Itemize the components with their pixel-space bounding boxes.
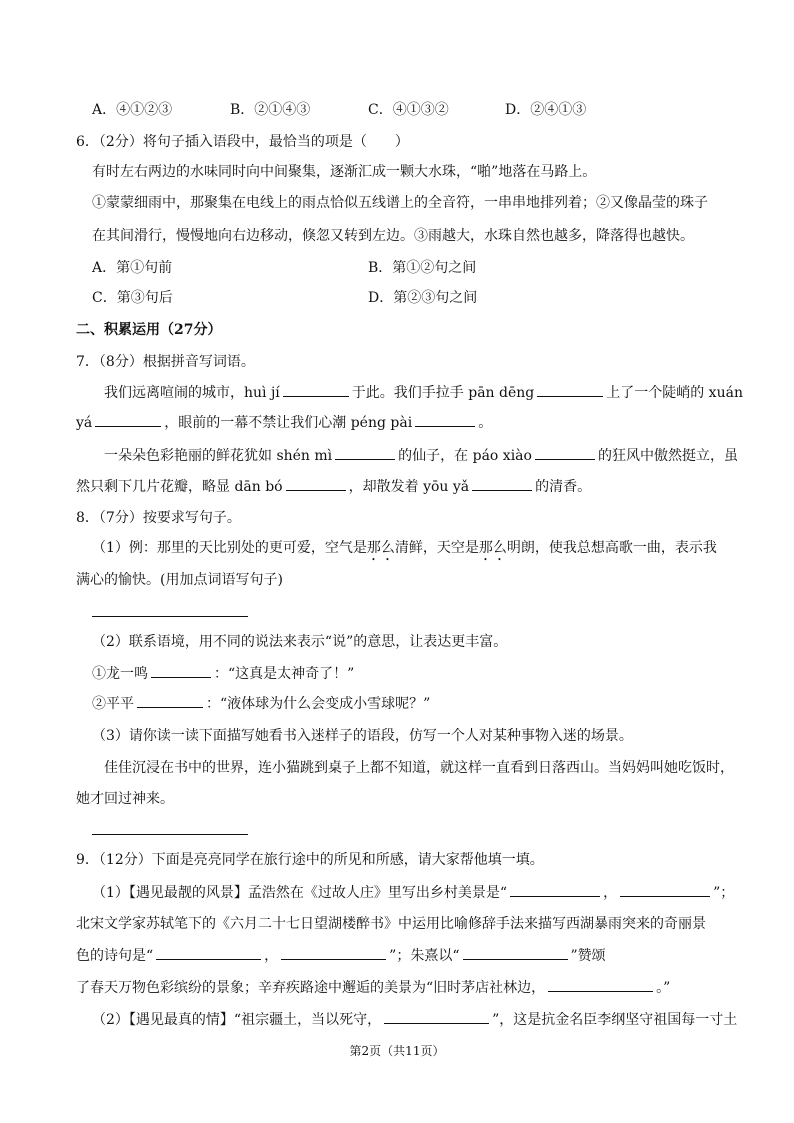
- answer-blank[interactable]: [335, 445, 395, 460]
- answer-blank[interactable]: [281, 945, 386, 960]
- q8-part3: （3）请你读一读下面描写她看书入迷样子的语段，仿写一个人对某种事物入迷的场景。: [92, 728, 633, 744]
- answer-blank[interactable]: [537, 382, 603, 397]
- q8-part1-text-b: 清鲜，天空是: [394, 540, 479, 556]
- answer-blank[interactable]: [151, 663, 211, 678]
- q9-line5-text-a: （2）【遇见最真的情】“祖宗疆土，当以死守，: [92, 1012, 382, 1028]
- q9-line4-text-a: 了春天万物色彩缤纷的景象；辛弃疾路途中邂逅的美景为“旧时茅店社林边，: [76, 980, 546, 996]
- q9-line2: 北宋文学家苏轼笔下的《六月二十七日望湖楼醉书》中运用比喻修辞手法来描写西湖暴雨突来的奇丽景: [76, 916, 706, 932]
- q9-line3-text-b: ，: [264, 948, 279, 964]
- answer-blank[interactable]: [463, 945, 568, 960]
- q8-stem: 8．（7分）按要求写句子。: [76, 510, 241, 526]
- q7-line2-text-b: ，眼前的一幕不禁让我们心潮 péng pài: [164, 415, 413, 431]
- answer-blank[interactable]: [510, 882, 600, 897]
- q8-part2-item2-quote: ：“液体球为什么会变成小雪球呢？”: [206, 696, 431, 712]
- answer-blank[interactable]: [283, 382, 349, 397]
- answer-blank[interactable]: [548, 977, 653, 992]
- answer-blank[interactable]: [286, 476, 346, 491]
- answer-blank[interactable]: [137, 693, 203, 708]
- q6-stem: 6．（2分）将句子插入语段中，最恰当的项是（ ）: [76, 134, 409, 150]
- q6-passage-line2: 在其间滑行，慢慢地向右边移动，倏忽又转到左边。③雨越大，水珠自然也越多，降落得也越快。: [92, 228, 694, 244]
- q7-line4-text-b: ，却散发着 yōu yǎ: [348, 479, 470, 495]
- q8-part1-text-a: （1）例：那里的天比别处的更可爱，空气是: [92, 540, 367, 556]
- q5-option-b: B．②①④③: [230, 102, 311, 118]
- page-footer: 第2页（共11页）: [349, 1044, 445, 1058]
- q9-line1-text-b: ，: [603, 885, 618, 901]
- q7-line4-text-a: 然只剩下几片花瓣，略显 dān bó: [76, 479, 283, 495]
- q7-line2: [76, 412, 492, 433]
- q8-part1-line1: [92, 538, 717, 564]
- q7-line2-text-a: yá: [76, 415, 93, 431]
- q9-line5-text-b: ”，这是抗金名臣李纲坚守祖国每一寸土: [492, 1012, 738, 1028]
- q6-option-b: B．第①②句之间: [368, 260, 477, 276]
- q8-part2-item1-speaker: ①龙一鸣: [92, 666, 148, 682]
- q8-part3-text-line1: 佳佳沉浸在书中的世界，连小猫跳到桌子上都不知道，就这样一直看到日落西山。当妈妈叫她吃饭时，: [104, 760, 734, 776]
- q7-line3-text-a: 一朵朵色彩艳丽的鲜花犹如 shén mì: [104, 448, 333, 464]
- q7-line1-text-c: 上了一个陡峭的 xuán: [606, 385, 743, 401]
- q8-part2: （2）联系语境，用不同的说法来表示“说”的意思，让表达更丰富。: [92, 634, 508, 650]
- answer-blank[interactable]: [415, 412, 475, 427]
- q9-stem: 9．（12分）下面是亮亮同学在旅行途中的所见和所感，请大家帮他填一填。: [76, 852, 544, 868]
- answer-blank[interactable]: [384, 1009, 489, 1024]
- answer-blank[interactable]: [156, 945, 261, 960]
- q8-part1-line2: 满心的愉快。(用加点词语写句子): [76, 572, 283, 588]
- q8-part2-item1-quote: ：“这真是太神奇了！”: [214, 666, 355, 682]
- q8-part2-item1: [92, 663, 354, 684]
- emphasized-word: 那么: [366, 540, 395, 556]
- answer-blank[interactable]: [620, 882, 710, 897]
- q6-sentence: 有时左右两边的水味同时向中间聚集，逐渐汇成一颗大水珠，“啪”地落在马路上。: [92, 164, 597, 180]
- q5-option-a: A．④①②③: [92, 102, 173, 118]
- q7-line1: [104, 382, 743, 403]
- q7-stem: 7．（8分）根据拼音写词语。: [76, 354, 255, 370]
- q9-line1: [92, 882, 734, 903]
- answer-line[interactable]: [92, 616, 248, 617]
- q6-option-c: C．第③句后: [92, 290, 173, 306]
- q9-line5: [92, 1009, 737, 1030]
- q6-option-d: D．第②③句之间: [368, 290, 478, 306]
- emphasized-word: 那么: [478, 540, 507, 556]
- q8-part2-item2: [92, 693, 430, 714]
- answer-line[interactable]: [92, 834, 248, 835]
- q6-passage-line1: ①蒙蒙细雨中，那聚集在电线上的雨点恰似五线谱上的全音符，一串串地排列着；②又像晶莹的珠子: [92, 195, 708, 211]
- q7-line2-text-c: 。: [478, 415, 493, 431]
- answer-blank[interactable]: [472, 476, 532, 491]
- q8-part2-item2-speaker: ②平平: [92, 696, 134, 712]
- q9-line3-text-a: 色的诗句是“: [76, 948, 154, 964]
- q5-option-d: D．②④①③: [505, 102, 587, 118]
- q7-line3-text-c: 的狂风中傲然挺立，虽: [597, 448, 738, 464]
- q9-line3-text-c: ”；朱熹以“: [389, 948, 460, 964]
- q8-part3-text-line2: 她才回过神来。: [76, 791, 174, 807]
- q7-line3: [104, 445, 738, 466]
- q9-line4: [76, 977, 670, 998]
- q9-line3-text-d: ”赞颂: [570, 948, 606, 964]
- section-title: 二、积累运用（27分）: [76, 322, 222, 338]
- q7-line1-text-a: 我们远离喧闹的城市，huì jí: [104, 385, 280, 401]
- q6-option-a: A．第①句前: [92, 260, 173, 276]
- q7-line3-text-b: 的仙子，在 páo xiào: [398, 448, 532, 464]
- q7-line1-text-b: 于此。我们手拉手 pān dēng: [351, 385, 535, 401]
- q5-option-c: C．④①③②: [368, 102, 449, 118]
- q7-line4-text-c: 的清香。: [535, 479, 592, 495]
- q8-part1-text-c: 明朗，使我总想高歌一曲，表示我: [506, 540, 717, 556]
- q9-line1-text-a: （1）【遇见最靓的风景】孟浩然在《过故人庄》里写出乡村美景是“: [92, 885, 508, 901]
- answer-blank[interactable]: [535, 445, 595, 460]
- q7-line4: [76, 476, 591, 497]
- q9-line4-text-b: 。”: [656, 980, 671, 996]
- q9-line1-text-c: ”；: [713, 885, 735, 901]
- answer-blank[interactable]: [95, 412, 161, 427]
- q9-line3: [76, 945, 606, 966]
